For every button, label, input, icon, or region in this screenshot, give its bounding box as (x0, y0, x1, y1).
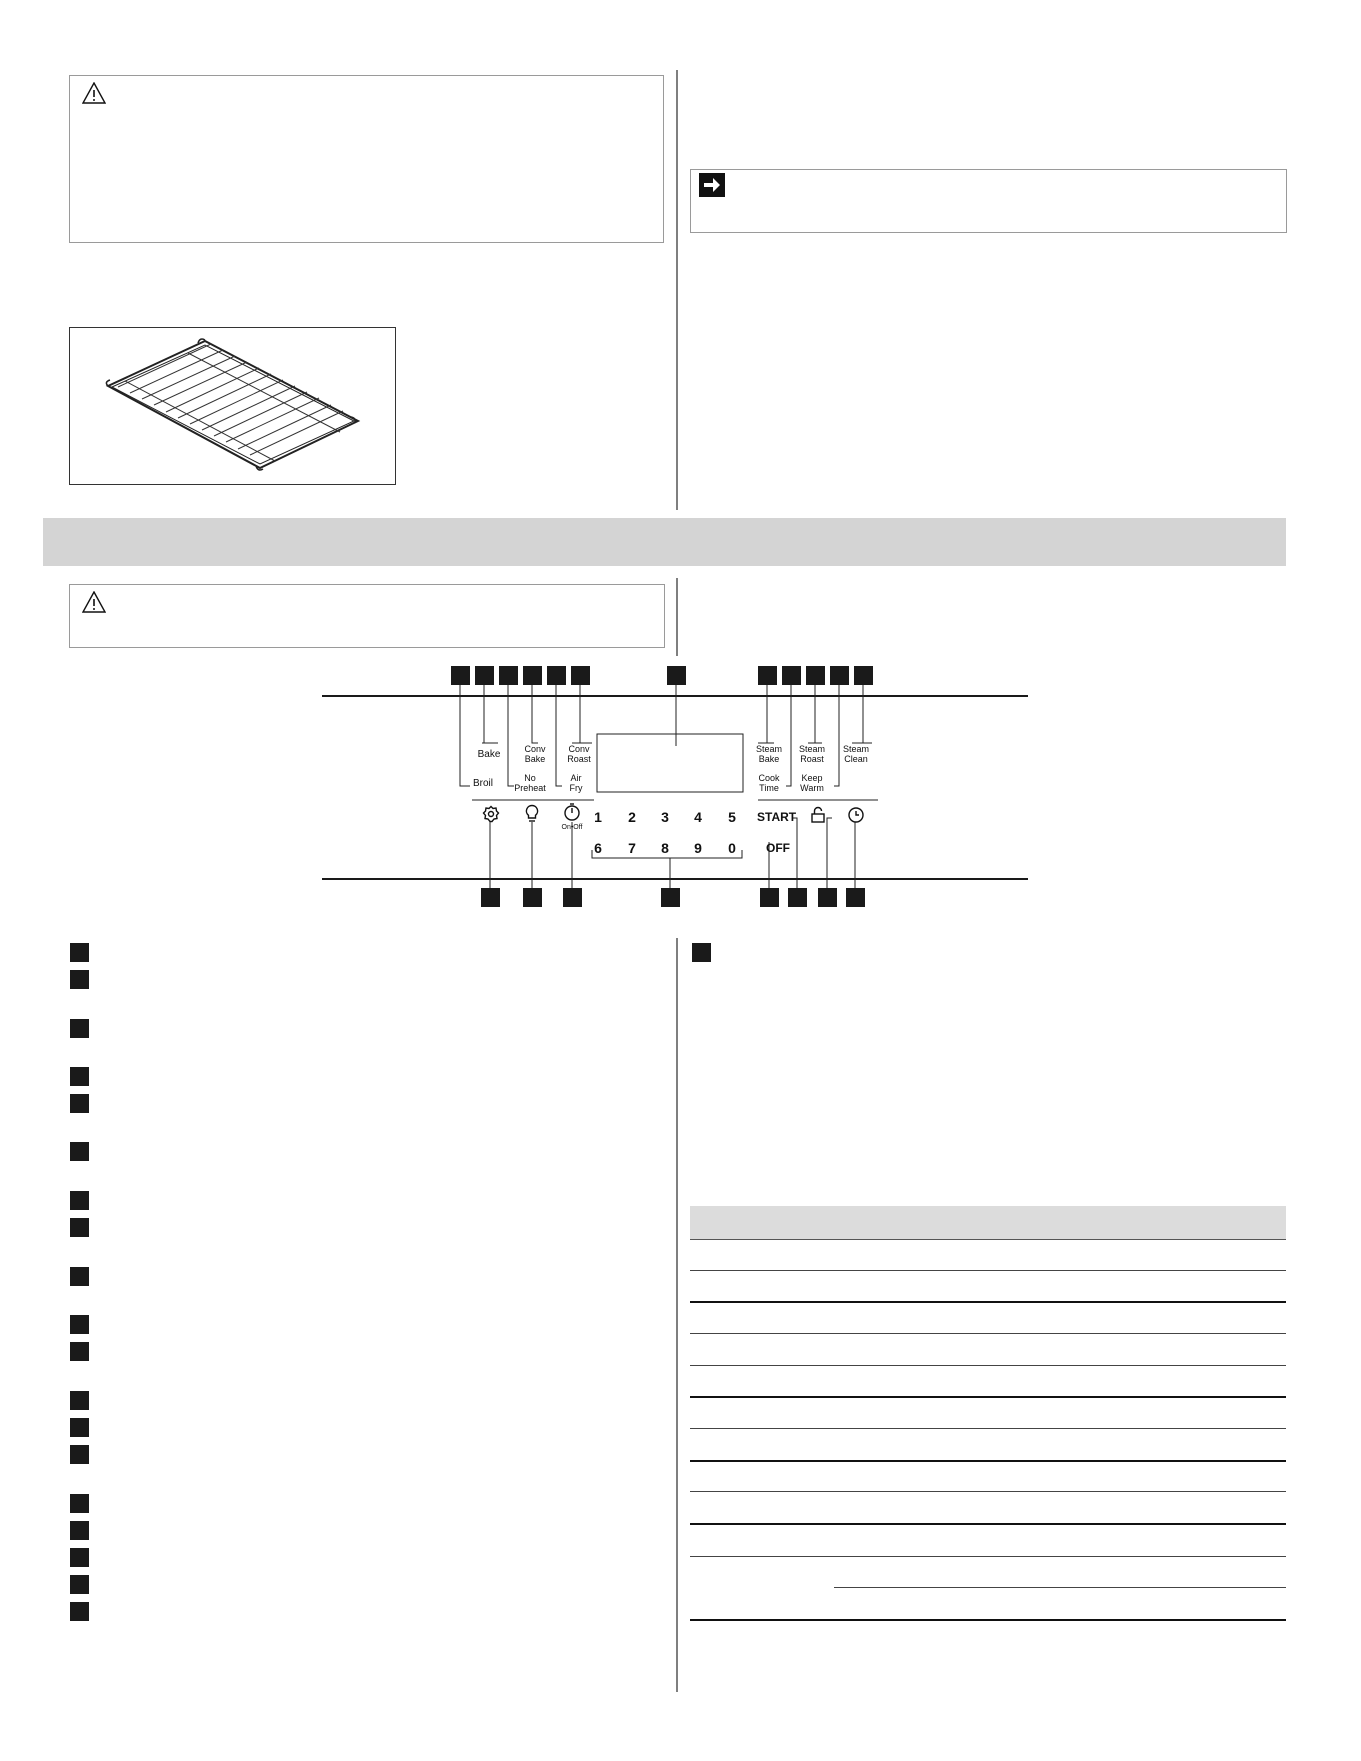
warning-triangle-icon (82, 591, 106, 613)
oven-rack-image (70, 328, 395, 484)
digit-key-6[interactable]: 6 (594, 840, 602, 856)
table-row (690, 1396, 1286, 1398)
column-divider-top (676, 70, 678, 510)
table-header-row (690, 1206, 1286, 1240)
digit-key-1[interactable]: 1 (594, 809, 602, 825)
column-divider-bottom (676, 938, 678, 1692)
table-row (690, 1270, 1286, 1271)
list-marker (70, 1142, 89, 1161)
digit-key-3[interactable]: 3 (661, 809, 669, 825)
table-row (690, 1333, 1286, 1334)
table-row (690, 1365, 1286, 1366)
table-row (690, 1301, 1286, 1303)
arrow-right-icon (699, 173, 725, 197)
digit-key-9[interactable]: 9 (694, 840, 702, 856)
list-marker (70, 1494, 89, 1513)
list-marker (70, 1067, 89, 1086)
list-marker (70, 943, 89, 962)
warning-box-controls (69, 584, 665, 648)
list-marker (70, 1342, 89, 1361)
no-preheat-label[interactable]: No Preheat (514, 773, 546, 793)
digit-key-7[interactable]: 7 (628, 840, 636, 856)
control-panel-diagram (322, 660, 1032, 930)
list-marker (70, 1191, 89, 1210)
steam-bake-label[interactable]: Steam Bake (755, 744, 782, 764)
table-row (690, 1491, 1286, 1492)
bake-label[interactable]: Bake (477, 749, 501, 760)
table-row (690, 1428, 1286, 1429)
list-marker (70, 1418, 89, 1437)
list-marker (70, 1094, 89, 1113)
digit-key-0[interactable]: 0 (728, 840, 736, 856)
table-row (690, 1460, 1286, 1462)
list-marker (70, 1445, 89, 1464)
table-row (690, 1619, 1286, 1621)
warning-triangle-icon (82, 82, 106, 104)
leader-lines (322, 660, 1032, 930)
table-row (690, 1556, 1286, 1557)
timer-icon[interactable] (562, 802, 582, 822)
off-button[interactable]: OFF (766, 841, 790, 855)
list-marker (692, 943, 711, 962)
start-button[interactable]: START (757, 810, 797, 824)
list-marker (70, 1315, 89, 1334)
list-marker (70, 1521, 89, 1540)
light-bulb-icon[interactable] (524, 804, 540, 824)
table-row (690, 1523, 1286, 1525)
note-box (690, 169, 1287, 233)
oven-rack-figure (69, 327, 396, 485)
timer-on-off-label: On•Off (561, 824, 583, 831)
conv-roast-label[interactable]: Conv Roast (567, 744, 591, 764)
air-fry-label[interactable]: Air Fry (569, 773, 583, 793)
table-subrow-line (834, 1587, 1286, 1588)
digit-key-8[interactable]: 8 (661, 840, 669, 856)
digit-key-2[interactable]: 2 (628, 809, 636, 825)
steam-roast-label[interactable]: Steam Roast (798, 744, 825, 764)
lock-icon[interactable] (810, 806, 826, 824)
list-marker (70, 970, 89, 989)
column-divider-middle (676, 578, 678, 656)
list-marker (70, 1548, 89, 1567)
list-marker (70, 1019, 89, 1038)
steam-clean-label[interactable]: Steam Clean (842, 744, 869, 764)
digit-key-4[interactable]: 4 (694, 809, 702, 825)
gear-icon[interactable] (482, 805, 500, 823)
warning-box-top (69, 75, 664, 243)
list-marker (70, 1267, 89, 1286)
keep-warm-label[interactable]: Keep Warm (800, 773, 824, 793)
list-marker (70, 1575, 89, 1594)
list-marker (70, 1391, 89, 1410)
clock-icon[interactable] (847, 806, 865, 824)
cook-time-label[interactable]: Cook Time (758, 773, 780, 793)
digit-key-5[interactable]: 5 (728, 809, 736, 825)
broil-label[interactable]: Broil (472, 778, 493, 789)
conv-bake-label[interactable]: Conv Bake (524, 744, 546, 764)
list-marker (70, 1602, 89, 1621)
section-banner (43, 518, 1286, 566)
list-marker (70, 1218, 89, 1237)
